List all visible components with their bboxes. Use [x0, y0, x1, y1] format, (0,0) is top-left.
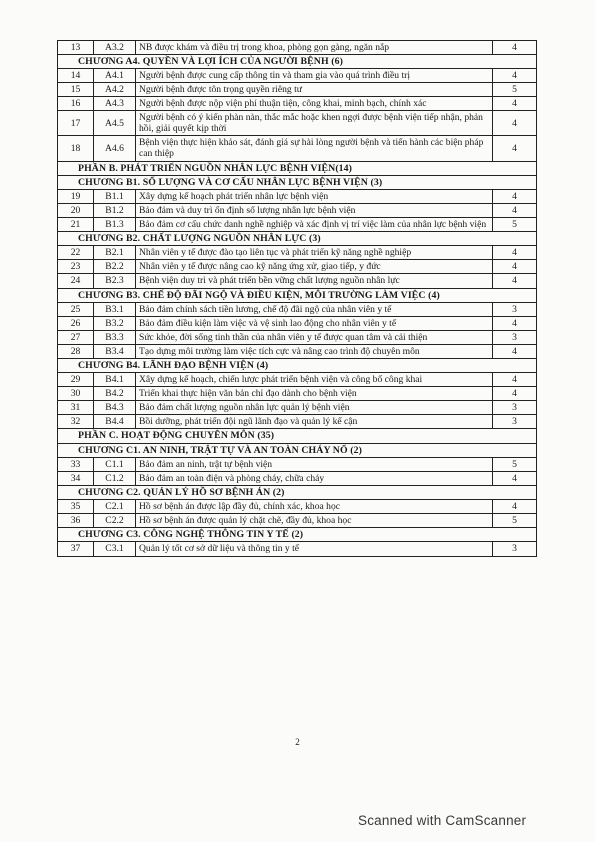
criterion-code: B1.3 [94, 218, 136, 232]
criteria-table [57, 40, 537, 557]
criterion-score: 4 [493, 204, 537, 218]
criterion-text: Nhân viên y tế được đào tạo liên tục và phát triển kỹ năng nghề nghiệp [136, 246, 493, 260]
criterion-text: Bệnh viện thực hiện khảo sát, đánh giá sự hài lòng người bệnh và tiến hành các biện pháp can thiệp [136, 136, 493, 161]
row-number: 17 [58, 111, 94, 136]
criterion-text: Bảo đảm chính sách tiền lương, chế độ đãi ngộ của nhân viên y tế [136, 302, 493, 316]
table-row [58, 457, 537, 471]
criterion-score: 3 [493, 542, 537, 556]
section-header-row [58, 429, 537, 443]
table-row [58, 401, 537, 415]
criterion-score: 3 [493, 330, 537, 344]
criterion-code: B3.4 [94, 344, 136, 358]
section-header-row [58, 232, 537, 246]
criterion-text: Người bệnh có ý kiến phàn nàn, thắc mắc hoặc khen ngợi được bệnh viện tiếp nhận, phản hồi, giải quyết kịp thời [136, 111, 493, 136]
criterion-score: 4 [493, 190, 537, 204]
criterion-code: B4.4 [94, 415, 136, 429]
table-row [58, 260, 537, 274]
row-number: 22 [58, 246, 94, 260]
row-number: 19 [58, 190, 94, 204]
section-header: PHẦN B. PHÁT TRIỂN NGUỒN NHÂN LỰC BỆNH VIỆN(14) [58, 161, 537, 175]
row-number: 15 [58, 83, 94, 97]
section-header: CHƯƠNG C2. QUẢN LÝ HỒ SƠ BỆNH ÁN (2) [58, 485, 537, 499]
criterion-text: Sức khỏe, đời sống tinh thần của nhân viên y tế được quan tâm và cải thiện [136, 330, 493, 344]
criterion-text: Xây dựng kế hoạch, chiến lược phát triển bệnh viện và công bố công khai [136, 373, 493, 387]
row-number: 26 [58, 316, 94, 330]
row-number: 24 [58, 274, 94, 288]
criterion-code: C2.2 [94, 514, 136, 528]
row-number: 20 [58, 204, 94, 218]
page-number: 2 [295, 737, 300, 747]
section-header: CHƯƠNG B1. SỐ LƯỢNG VÀ CƠ CẤU NHÂN LỰC BỆNH VIỆN (3) [58, 175, 537, 189]
criterion-score: 4 [493, 500, 537, 514]
criterion-score: 5 [493, 83, 537, 97]
criterion-text: Quản lý tốt cơ sở dữ liệu và thông tin y tế [136, 542, 493, 556]
criterion-text: Người bệnh được cung cấp thông tin và tham gia vào quá trình điều trị [136, 69, 493, 83]
table-row [58, 274, 537, 288]
criterion-score: 4 [493, 316, 537, 330]
table-row [58, 500, 537, 514]
table-row [58, 136, 537, 161]
criterion-score: 4 [493, 387, 537, 401]
row-number: 28 [58, 344, 94, 358]
row-number: 14 [58, 69, 94, 83]
criterion-code: B3.2 [94, 316, 136, 330]
criterion-code: C3.1 [94, 542, 136, 556]
criterion-score: 4 [493, 274, 537, 288]
table-row [58, 97, 537, 111]
table-row [58, 246, 537, 260]
criterion-text: Bảo đảm an toàn điện và phòng cháy, chữa cháy [136, 471, 493, 485]
criterion-code: A3.2 [94, 41, 136, 55]
section-header-row [58, 358, 537, 372]
criterion-text: Triển khai thực hiện văn bản chỉ đạo dành cho bệnh viện [136, 387, 493, 401]
criterion-code: A4.2 [94, 83, 136, 97]
section-header: CHƯƠNG C3. CÔNG NGHỆ THÔNG TIN Y TẾ (2) [58, 528, 537, 542]
section-header: PHẦN C. HOẠT ĐỘNG CHUYÊN MÔN (35) [58, 429, 537, 443]
row-number: 16 [58, 97, 94, 111]
criterion-code: A4.1 [94, 69, 136, 83]
row-number: 27 [58, 330, 94, 344]
criterion-score: 3 [493, 401, 537, 415]
row-number: 23 [58, 260, 94, 274]
section-header-row [58, 443, 537, 457]
row-number: 25 [58, 302, 94, 316]
section-header-row [58, 485, 537, 499]
criterion-code: C2.1 [94, 500, 136, 514]
criterion-score: 4 [493, 97, 537, 111]
table-row [58, 302, 537, 316]
table-row [58, 415, 537, 429]
criterion-score: 4 [493, 111, 537, 136]
criterion-text: NB được khám và điều trị trong khoa, phòng gọn gàng, ngăn nắp [136, 41, 493, 55]
table-row [58, 190, 537, 204]
criteria-table-body [58, 41, 537, 557]
criterion-score: 5 [493, 218, 537, 232]
table-row [58, 373, 537, 387]
table-row [58, 218, 537, 232]
row-number: 13 [58, 41, 94, 55]
criterion-score: 4 [493, 344, 537, 358]
row-number: 21 [58, 218, 94, 232]
table-row [58, 69, 537, 83]
criterion-score: 4 [493, 246, 537, 260]
criterion-text: Bồi dưỡng, phát triển đội ngũ lãnh đạo và quản lý kế cận [136, 415, 493, 429]
row-number: 30 [58, 387, 94, 401]
section-header-row [58, 161, 537, 175]
criterion-score: 5 [493, 457, 537, 471]
criterion-score: 4 [493, 373, 537, 387]
criterion-text: Hồ sơ bệnh án được quản lý chặt chẽ, đầy đủ, khoa học [136, 514, 493, 528]
criterion-code: B2.1 [94, 246, 136, 260]
criterion-score: 4 [493, 41, 537, 55]
row-number: 29 [58, 373, 94, 387]
section-header-row [58, 288, 537, 302]
criterion-code: B3.1 [94, 302, 136, 316]
criterion-code: B4.1 [94, 373, 136, 387]
criterion-code: B3.3 [94, 330, 136, 344]
table-row [58, 471, 537, 485]
criterion-code: B2.2 [94, 260, 136, 274]
row-number: 31 [58, 401, 94, 415]
table-row [58, 387, 537, 401]
scanner-watermark: Scanned with CamScanner [358, 813, 527, 828]
criterion-code: C1.2 [94, 471, 136, 485]
row-number: 36 [58, 514, 94, 528]
section-header: CHƯƠNG B3. CHẾ ĐỘ ĐÃI NGỘ VÀ ĐIỀU KIỆN, MÔI TRƯỜNG LÀM VIỆC (4) [58, 288, 537, 302]
criterion-code: A4.6 [94, 136, 136, 161]
criterion-text: Bảo đảm và duy trì ổn định số lượng nhân lực bệnh viện [136, 204, 493, 218]
row-number: 18 [58, 136, 94, 161]
criterion-code: A4.3 [94, 97, 136, 111]
criterion-text: Bệnh viện duy trì và phát triển bền vững chất lượng nguồn nhân lực [136, 274, 493, 288]
criterion-score: 3 [493, 302, 537, 316]
criterion-score: 4 [493, 471, 537, 485]
criterion-text: Bảo đảm điều kiện làm việc và vệ sinh lao động cho nhân viên y tế [136, 316, 493, 330]
section-header: CHƯƠNG C1. AN NINH, TRẬT TỰ VÀ AN TOÀN CHÁY NỔ (2) [58, 443, 537, 457]
criterion-score: 4 [493, 136, 537, 161]
table-row [58, 204, 537, 218]
section-header: CHƯƠNG B4. LÃNH ĐẠO BỆNH VIỆN (4) [58, 358, 537, 372]
criterion-text: Tạo dựng môi trường làm việc tích cực và nâng cao trình độ chuyên môn [136, 344, 493, 358]
table-row [58, 111, 537, 136]
criterion-code: B2.3 [94, 274, 136, 288]
criterion-score: 4 [493, 260, 537, 274]
criterion-code: A4.5 [94, 111, 136, 136]
section-header-row [58, 528, 537, 542]
section-header-row [58, 55, 537, 69]
section-header: CHƯƠNG A4. QUYỀN VÀ LỢI ÍCH CỦA NGƯỜI BỆNH (6) [58, 55, 537, 69]
row-number: 33 [58, 457, 94, 471]
criterion-text: Hồ sơ bệnh án được lập đầy đủ, chính xác, khoa học [136, 500, 493, 514]
criterion-code: B4.3 [94, 401, 136, 415]
criterion-code: B4.2 [94, 387, 136, 401]
table-row [58, 316, 537, 330]
table-row [58, 542, 537, 556]
table-row [58, 330, 537, 344]
row-number: 37 [58, 542, 94, 556]
criterion-code: C1.1 [94, 457, 136, 471]
criterion-text: Người bệnh được nộp viện phí thuận tiện, công khai, minh bạch, chính xác [136, 97, 493, 111]
criterion-score: 3 [493, 415, 537, 429]
criterion-score: 4 [493, 69, 537, 83]
section-header: CHƯƠNG B2. CHẤT LƯỢNG NGUỒN NHÂN LỰC (3) [58, 232, 537, 246]
row-number: 32 [58, 415, 94, 429]
criterion-text: Nhân viên y tế được nâng cao kỹ năng ứng xử, giao tiếp, y đức [136, 260, 493, 274]
criterion-text: Bảo đảm cơ cấu chức danh nghề nghiệp và xác định vị trí việc làm của nhân lực bệnh viện [136, 218, 493, 232]
row-number: 35 [58, 500, 94, 514]
criterion-text: Xây dựng kế hoạch phát triển nhân lực bệnh viện [136, 190, 493, 204]
criterion-code: B1.2 [94, 204, 136, 218]
criterion-text: Bảo đảm chất lượng nguồn nhân lực quản lý bệnh viện [136, 401, 493, 415]
criterion-text: Người bệnh được tôn trọng quyền riêng tư [136, 83, 493, 97]
row-number: 34 [58, 471, 94, 485]
section-header-row [58, 175, 537, 189]
criterion-code: B1.1 [94, 190, 136, 204]
table-row [58, 514, 537, 528]
table-row [58, 344, 537, 358]
criterion-score: 5 [493, 514, 537, 528]
table-row [58, 83, 537, 97]
criterion-text: Bảo đảm an ninh, trật tự bệnh viện [136, 457, 493, 471]
table-row [58, 41, 537, 55]
